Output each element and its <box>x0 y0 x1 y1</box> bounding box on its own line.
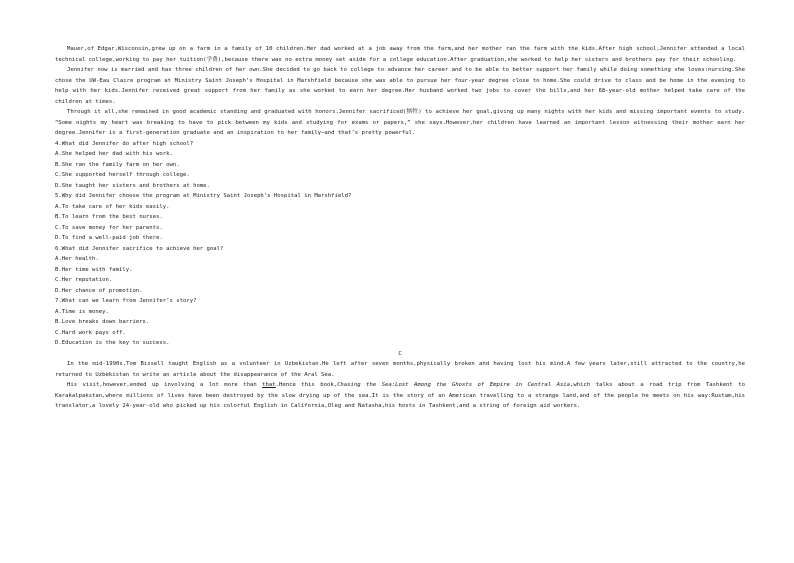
question-6 <box>55 244 745 297</box>
question-stem: 6.What did Jennifer sacrifice to achieve her goal? <box>55 245 224 252</box>
question-4 <box>55 139 745 192</box>
question-stem: 5.Why did Jennifer choose the program at Ministry Saint Joseph’s Hospital in Marshfield? <box>55 193 352 199</box>
option-c: C.To save money for her parents. <box>55 224 163 231</box>
option-d: D.To find a well-paid job there. <box>55 235 163 241</box>
option-a: A.To take care of her kids easily. <box>55 203 170 210</box>
p2-text-before: His visit,however,ended up involving a lot more than <box>67 382 263 388</box>
option-c: C.Her reputation. <box>55 277 113 283</box>
option-d: D.Her chance of promotion. <box>55 287 143 294</box>
passage-b-paragraph-2: Jennifer now is married and has three children of her own.She decided to go back to college to advance her career and to be able to better support her family while doing something she loves:nursing.She chose the UW-Eau Claire program at Ministry Saint Joseph’s Hospital in Marshfield because she was able to pursue her four-year degree close to home.She could drive to class and be home in the evening to help with her kids.Jennifer received great support from her family as she worked to earn her degree.Her husband worked two jobs to cover the bills,and her 68-year-old mother helped take care of the children at times. <box>55 67 745 105</box>
option-a: A.Time is money. <box>55 308 109 315</box>
option-c: C.She supported herself through college. <box>55 172 190 178</box>
underlined-word: that <box>262 382 276 388</box>
option-a: A.Her health. <box>55 256 99 262</box>
passage-b-paragraph-3: Through it all,she remained in good academic standing and graduated with honors.Jennifer sacrificed(牺牲) to achieve her goal,giving up many nights with her kids and missing important events to study. “Some nights my heart was breaking to have to pick between my kids and studying for exams or papers,” she says.However,her children have learned an important lesson witnessing their mother earn her degree.Jennifer is a first-generation graduate and an inspiration to her family—and that’s pretty powerful. <box>55 109 745 136</box>
option-d: D.She taught her sisters and brothers at home. <box>55 182 210 189</box>
question-stem: 4.What did Jennifer do after high school? <box>55 140 194 147</box>
option-a: A.She helped her dad with his work. <box>55 151 173 157</box>
passage-c-paragraph-2 <box>55 380 745 412</box>
question-5 <box>55 191 745 244</box>
passage-c-paragraph-1: In the mid-1990s,Tom Bissell taught English as a volunteer in Uzbekistan.He left after seven months,physically broken and having lost his mind.A few years later,still attracted to the country,he returned to Uzbekistan to write an article about the disappearance of the Aral Sea. <box>55 361 745 378</box>
option-b: B.To learn from the best nurses. <box>55 214 163 220</box>
p2-text-after: ,which talks about a road trip from Tashkent to Karakalpakstan,where millions of lives have been destroyed by the slow drying up of the sea.It is the story of an American travelling to a strange land,and of the people he meets on his way:Rustam,his translator,a lovely 24-year-old who picked up his colorful English in California,Oleg and Natasha,his hosts in Tashkent,and a string of foreign aid workers. <box>55 382 745 409</box>
option-b: B.Love breaks down barriers. <box>55 319 150 325</box>
option-b: B.She ran the family farm on her own. <box>55 161 180 168</box>
book-title: Chasing the Sea:Lost Among the Ghosts of Empire in Central Asia <box>337 382 571 388</box>
passage-b-paragraph-1: Mauer,of Edgar,Wisconsin,grew up on a farm in a family of 10 children.Her dad worked at a job away from the farm,and her mother ran the farm with the kids.After high school,Jennifer attended a local technical college,working to pay her tuition(学费),because there was no extra money set aside for a college education.After graduation,she worked to help her sisters and brothers pay for their schooling. <box>55 46 745 63</box>
passage-c-heading: C <box>398 350 402 357</box>
option-d: D.Education is the key to success. <box>55 340 170 346</box>
option-c: C.Hard work pays off. <box>55 329 126 336</box>
option-b: B.Her time with family. <box>55 266 133 273</box>
p2-text-middle: .Hence this book, <box>275 382 338 388</box>
question-7 <box>55 296 745 349</box>
document-content <box>55 44 745 412</box>
question-stem: 7.What can we learn from Jennifer’s story? <box>55 298 197 304</box>
